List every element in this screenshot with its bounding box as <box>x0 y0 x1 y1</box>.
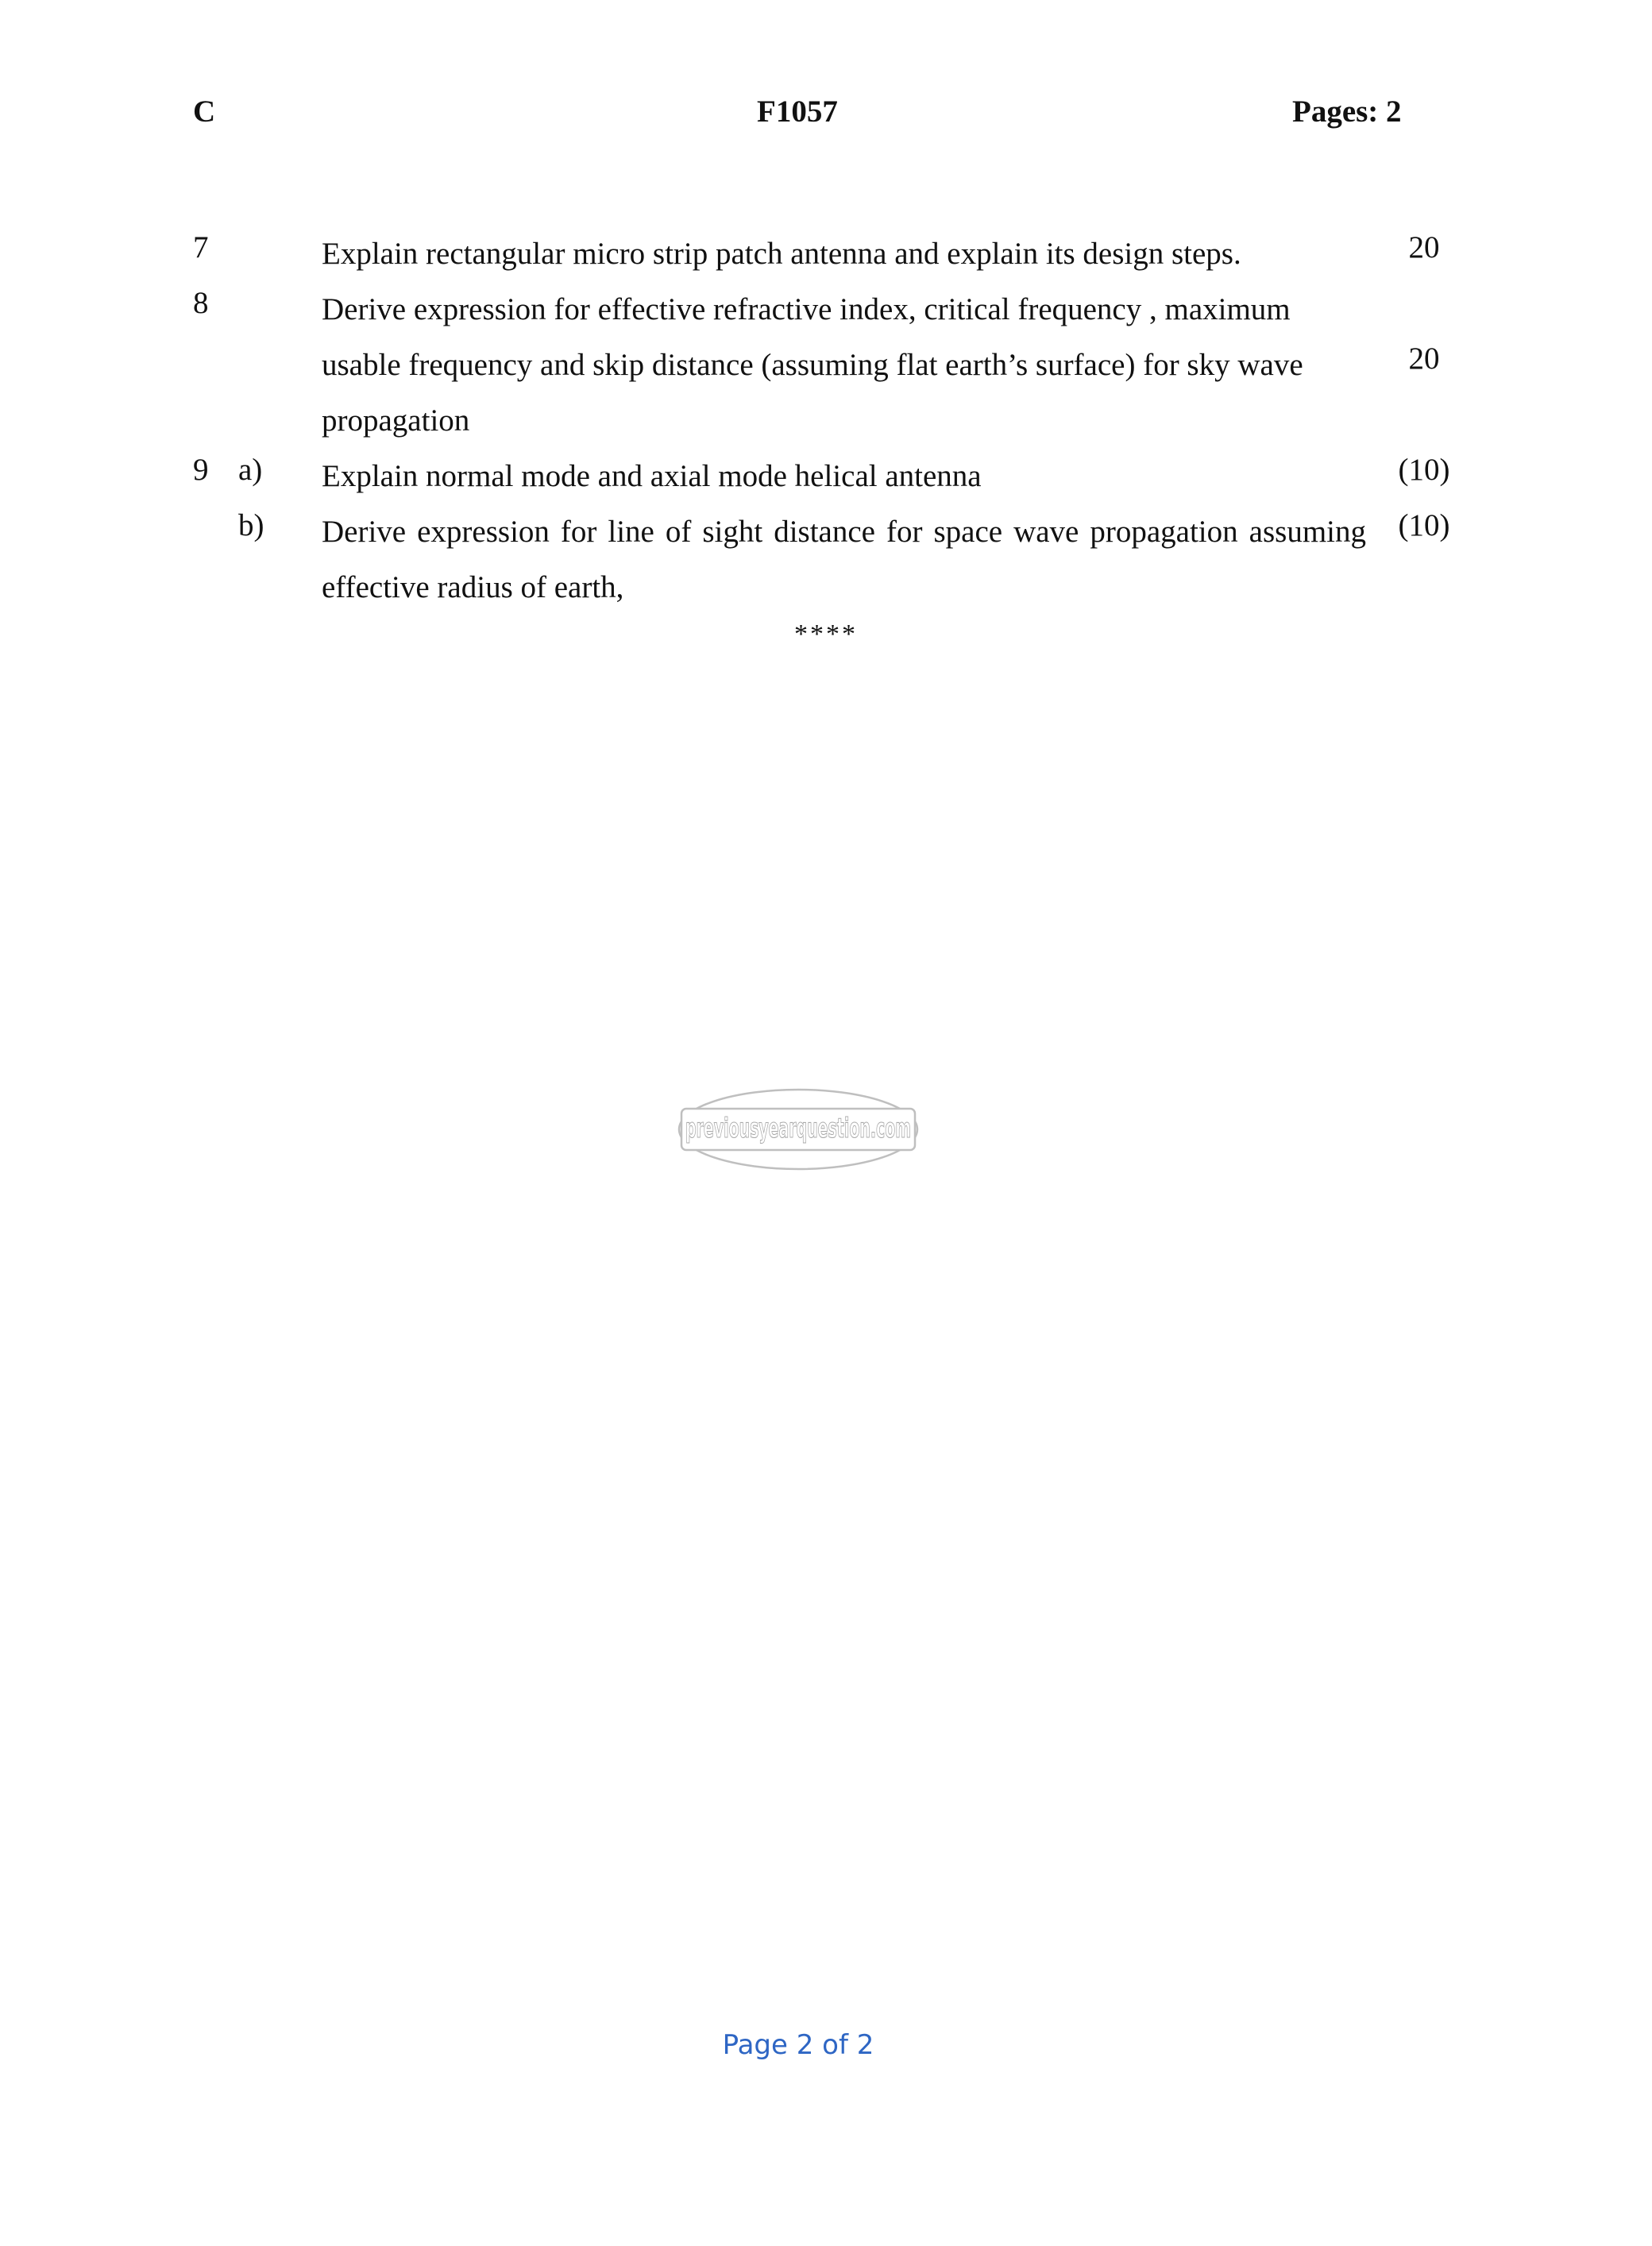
paper-code: F1057 <box>757 95 838 129</box>
question-text: Explain rectangular micro strip patch antenna and explain its design steps. <box>322 237 1241 271</box>
question-text: Derive expression for line of sight distance for space wave propagation assuming effective radius of earth, <box>322 515 1366 604</box>
watermark-logo <box>677 1088 920 1171</box>
question-number: 8 <box>193 286 209 320</box>
question-marks: 20 <box>1408 342 1440 376</box>
question-marks: 20 <box>1408 230 1440 264</box>
question-7 <box>0 226 1588 282</box>
question-sub-label: b) <box>238 508 264 542</box>
document-header <box>0 94 1588 133</box>
end-of-paper-mark: **** <box>794 619 858 649</box>
question-marks: (10) <box>1398 508 1450 542</box>
paper-scheme-code: C <box>193 95 216 129</box>
question-text: Derive expression for effective refractive index, critical frequency , maximum usable frequency and skip distance (assuming flat earth’s surface) for sky wave propagation <box>322 292 1303 438</box>
page-number-label: Page 2 of 2 <box>722 2029 874 2061</box>
question-8 <box>0 282 1588 449</box>
question-text: Explain normal mode and axial mode helical antenna <box>322 459 982 493</box>
question-number: 9 <box>193 453 209 487</box>
question-list <box>0 226 1588 616</box>
page-footer <box>0 2029 1596 2061</box>
question-number: 7 <box>193 230 209 264</box>
pages-count: Pages: 2 <box>1292 95 1402 129</box>
watermark-text: previousyearquestion.com <box>685 1113 911 1144</box>
question-marks: (10) <box>1398 453 1450 487</box>
question-9a <box>0 449 1588 504</box>
question-sub-label: a) <box>238 453 263 487</box>
question-9b <box>0 504 1588 616</box>
